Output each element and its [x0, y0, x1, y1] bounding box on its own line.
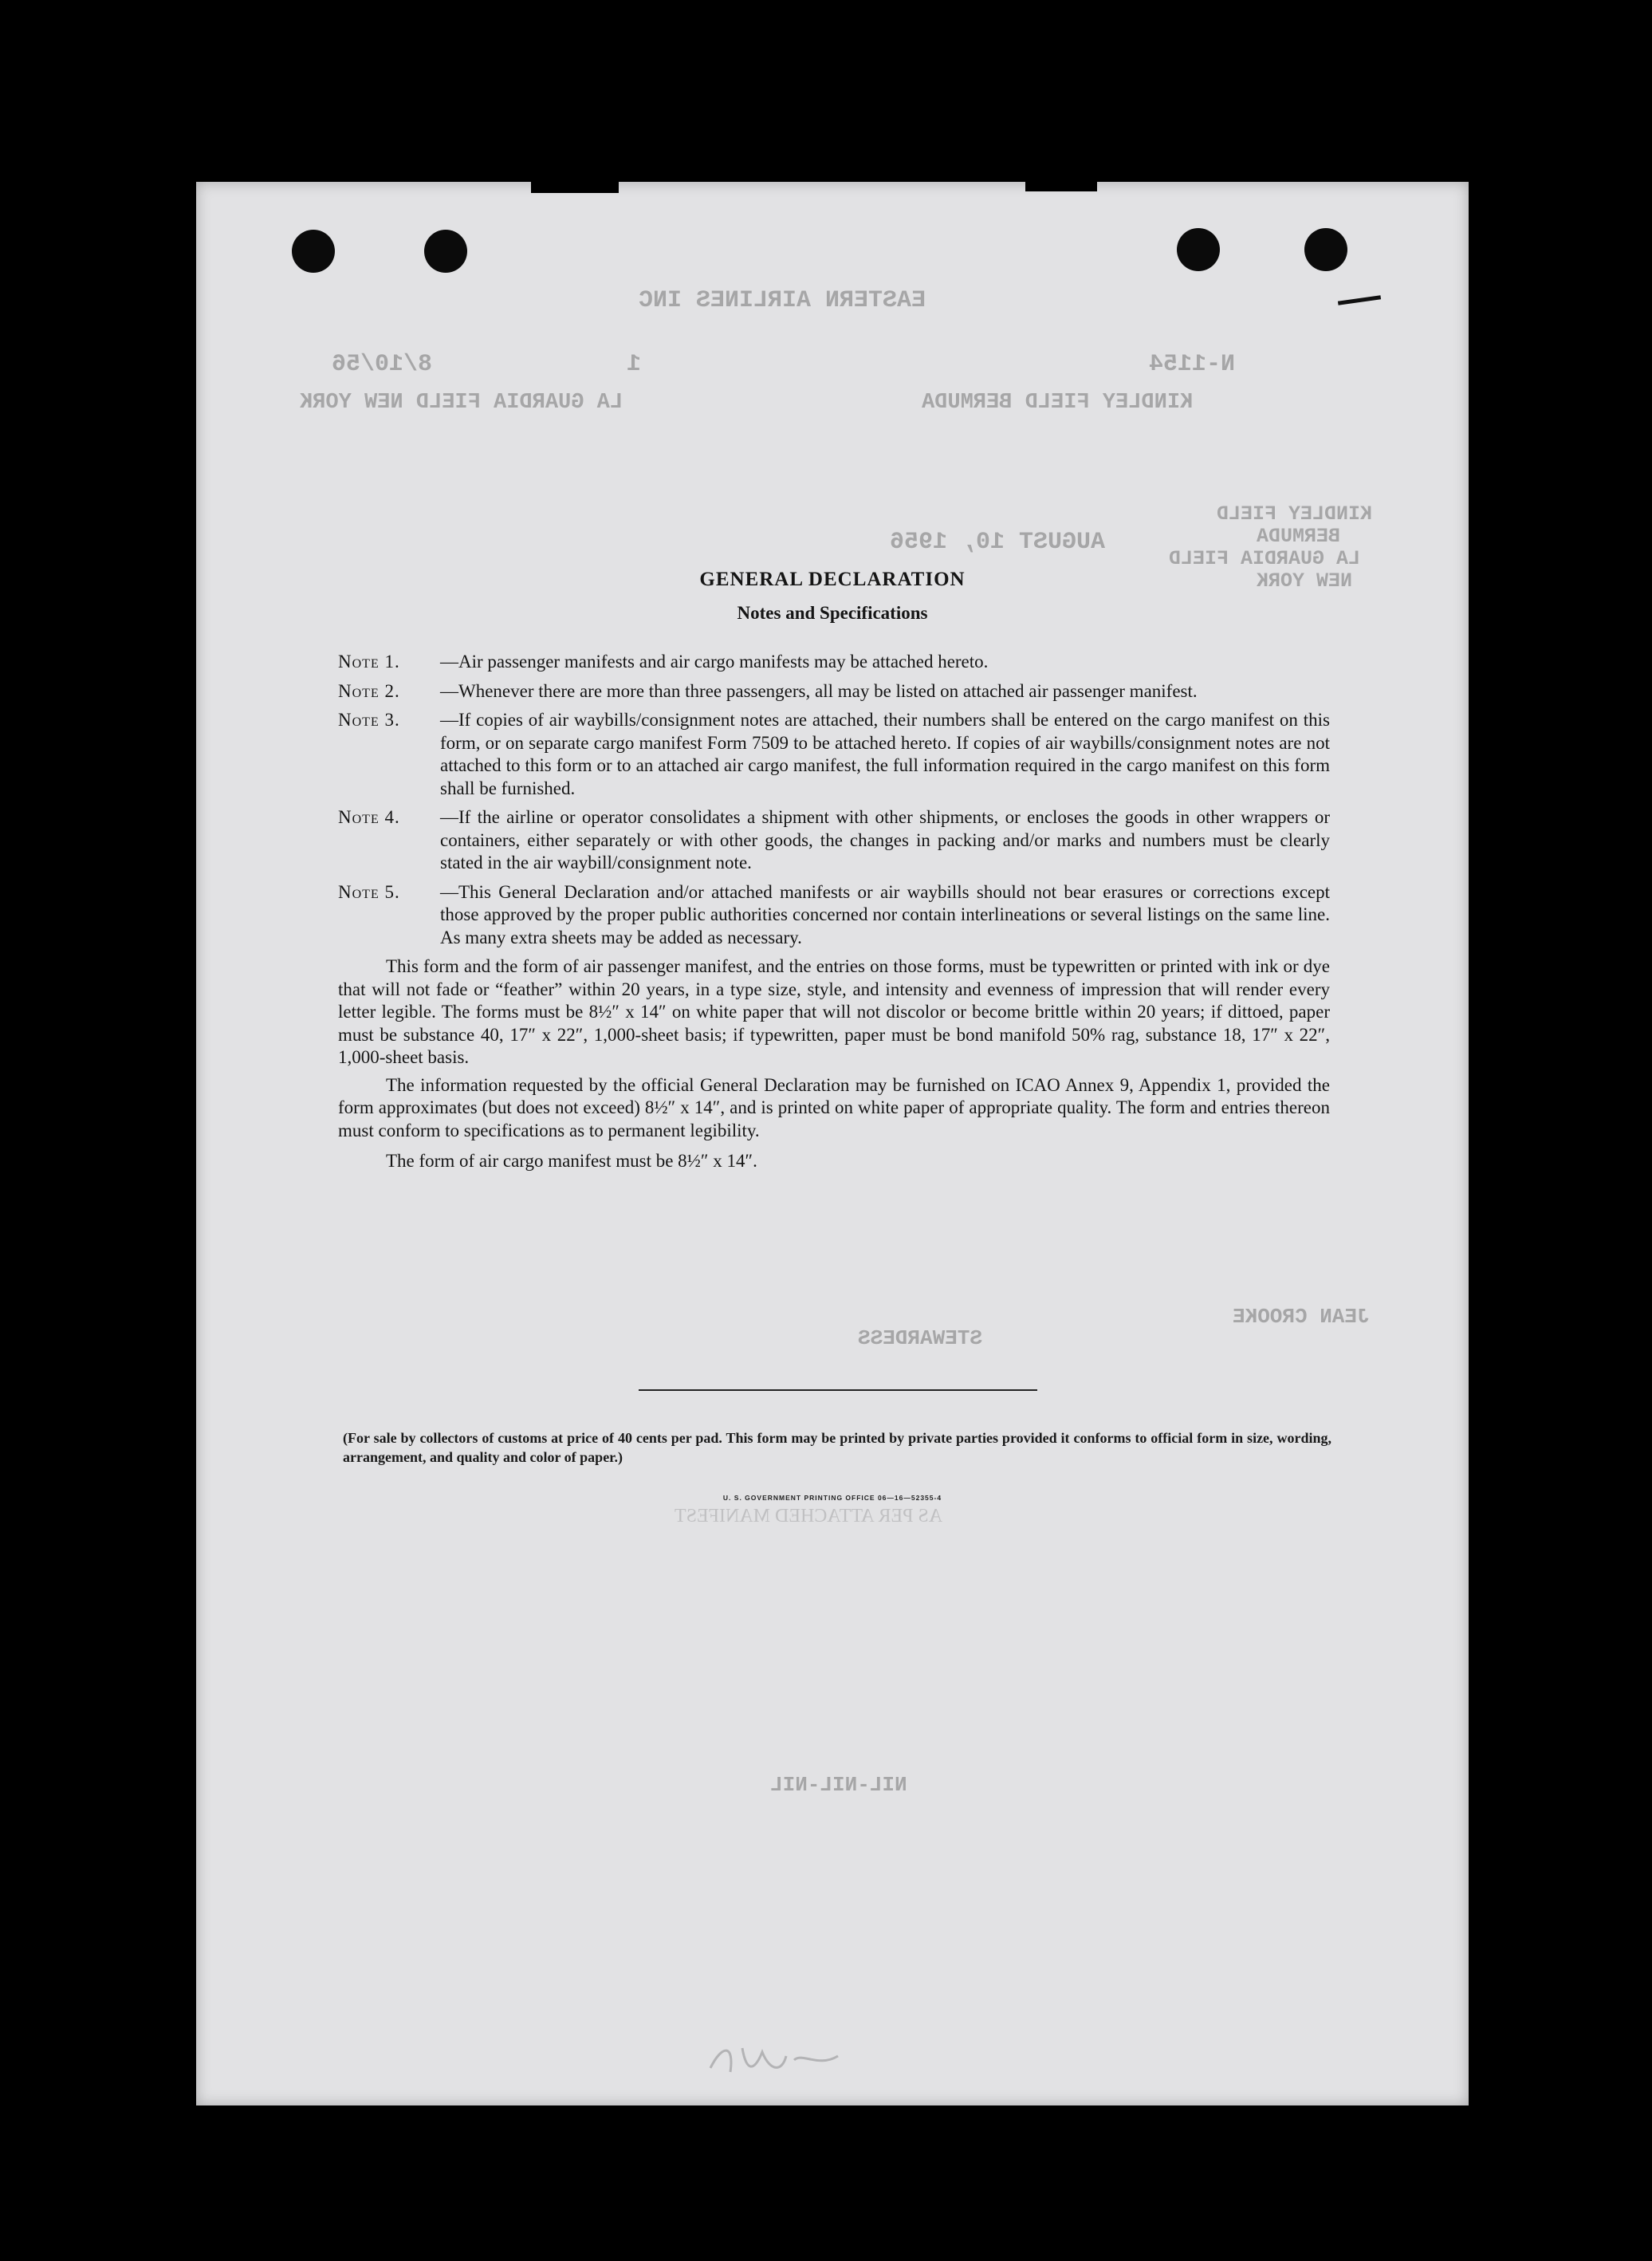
note-text: —Whenever there are more than three passengers, all may be listed on attached air passenger manifest. [440, 680, 1198, 701]
punch-hole [1177, 228, 1220, 271]
bleed-crew-role: STEWARDESS [858, 1326, 983, 1350]
signature-show-through [706, 2036, 842, 2084]
note-text: —Air passenger manifests and air cargo manifests may be attached hereto. [440, 652, 989, 672]
bleed-nil: NIL-NIL-NIL [770, 1773, 907, 1797]
declaration-subtitle: Notes and Specifications [737, 603, 928, 623]
declaration-title: GENERAL DECLARATION [699, 569, 966, 590]
bleed-place: KINDLEY FIELD [1217, 502, 1373, 526]
printing-office-line: U. S. GOVERNMENT PRINTING OFFICE 06—16—52355-4 [722, 1494, 942, 1502]
note-2 [338, 680, 1330, 703]
note-text: —If the airline or operator consolidates a shipment with other shipments, or encloses the goods in other wrappers or containers, either separately or with other goods, the changes in packing and/or marks and numbers must be clearly stated in the air waybill/consignment note. [440, 807, 1330, 872]
bleed-route-to: LA GUARDIA FIELD NEW YORK [300, 391, 623, 415]
note-label: Note 1. [338, 652, 400, 672]
bleed-flight-no: N-1154 [1149, 351, 1236, 378]
bleed-airline: EASTERN AIRLINES INC [639, 287, 926, 314]
pen-mark [1338, 295, 1381, 305]
document-sheet [196, 182, 1469, 2105]
icao-paragraph: The information requested by the official General Declaration may be furnished on ICAO Annex 9, Appendix 1, provided the form approximates (but does not exceed) 8½″ x 14″, and is printed on white paper of appropriate quality. The form and entries thereon must conform to specifications as to permanent legibility. [338, 1074, 1330, 1140]
bleed-crew-name: JEAN CROOKE [1233, 1305, 1370, 1329]
torn-edge [1025, 182, 1097, 191]
note-text: —This General Declaration and/or attached manifests or air waybills should not bear erasures or corrections except those approved by the proper public authorities concerned nor contain interlineations or several listings on the same line. As many extra sheets may be added as necessary. [440, 881, 1330, 947]
note-3 [338, 709, 1330, 800]
note-label: Note 3. [338, 710, 400, 730]
bleed-route-from: KINDLEY FIELD BERMUDA [922, 391, 1194, 415]
note-label: Note 2. [338, 680, 400, 701]
note-label: Note 5. [338, 881, 400, 902]
note-text: —If copies of air waybills/consignment notes are attached, their numbers shall be entered on the cargo manifest on this form, or on separate cargo manifest Form 7509 to be attached hereto. If copies of air waybills/consignment notes are not attached to this form or to an attached air cargo manifest, the full information required in the cargo manifest on this form shall be furnished. [440, 710, 1330, 798]
notes-list [338, 651, 1330, 1173]
note-4 [338, 806, 1330, 875]
punch-hole [424, 230, 467, 273]
bleed-date-short: 8/10/56 [332, 351, 433, 378]
note-label: Note 4. [338, 807, 400, 827]
bleed-place: BERMUDA [1257, 525, 1341, 548]
bleed-place: NEW YORK [1257, 569, 1353, 593]
punch-hole [292, 230, 335, 273]
separator-rule [639, 1389, 1037, 1391]
bleed-date-long: AUGUST 10, 1956 [890, 529, 1106, 556]
bleed-flight-count: 1 [627, 351, 642, 378]
torn-edge [531, 182, 619, 193]
note-1 [338, 651, 1330, 674]
cargo-manifest-size: The form of air cargo manifest must be 8½″ x 14″. [386, 1151, 757, 1171]
bleed-footer-text: AS PER ATTACHED MANIFEST [675, 1506, 943, 1526]
legibility-paragraph: This form and the form of air passenger manifest, and the entries on those forms, must be typewritten or printed with ink or dye that will not fade or “feather” within 20 years, in a type size, style, and intensity and evenness of impression that will render every letter legible. The forms must be 8½″ x 14″ on white paper that will not discolor or become brittle within 20 years; if dittoed, paper must be substance 40, 17″ x 22″, 1,000-sheet basis; if typewritten, paper must be bond manifold 50% rag, substance 18, 17″ x 22″, 1,000-sheet basis. [338, 956, 1330, 1067]
punch-hole [1304, 228, 1347, 271]
note-5 [338, 881, 1330, 950]
bleed-place: LA GUARDIA FIELD [1169, 547, 1361, 570]
sale-notice: (For sale by collectors of customs at price of 40 cents per pad. This form may be printed by private parties provided it conforms to official form in size, wording, arrangement, and quality and color of paper.) [343, 1430, 1331, 1465]
